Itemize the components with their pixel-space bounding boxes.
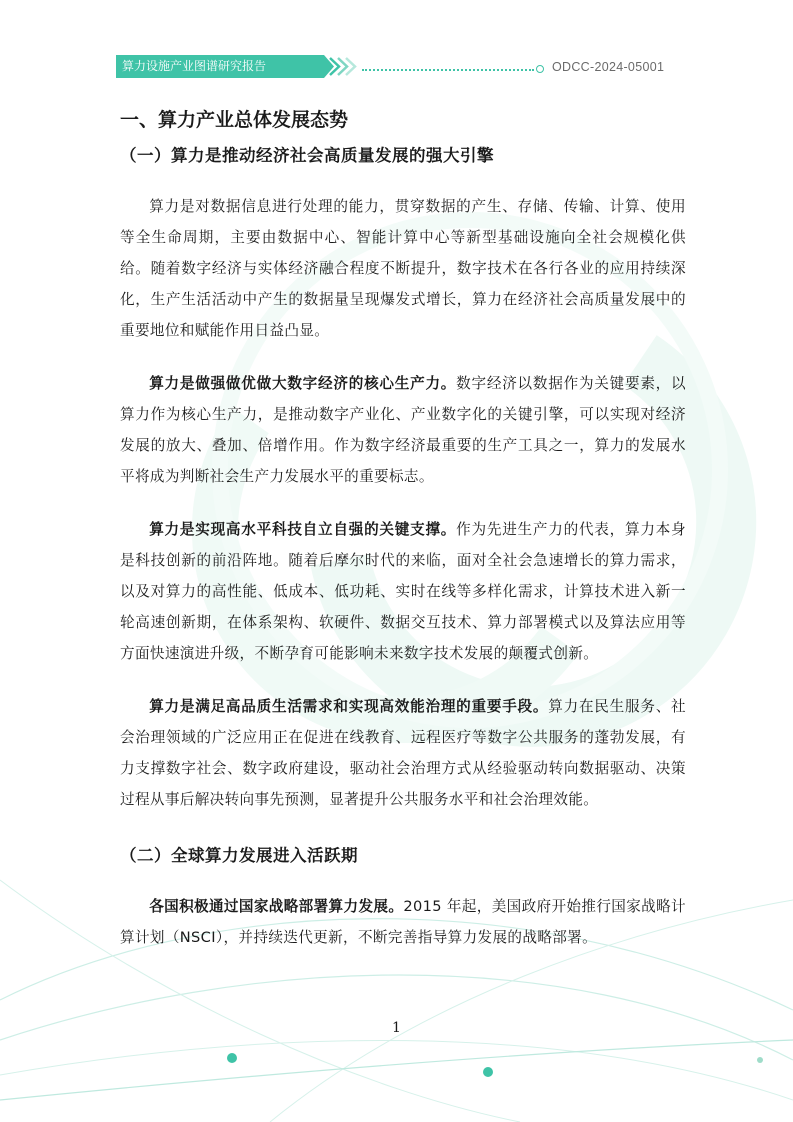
- paragraph-lead: 算力是实现高水平科技自立自强的关键支撑。: [149, 521, 457, 538]
- paragraph-text: 算力在民生服务、社会治理领域的广泛应用正在促进在线教育、远程医疗等数字公共服务的蓬勃发展，有力支撑数字社会、数字政府建设，驱动社会治理方式从经验驱动转向数据驱动、决策过程从事后解决转向事先预测，显著提升公共服务水平和社会治理效能。: [120, 698, 686, 808]
- section-title: 一、算力产业总体发展态势: [120, 109, 349, 131]
- paragraph-lead: 算力是做强做优做大数字经济的核心生产力。: [149, 375, 457, 392]
- paragraph: [120, 691, 686, 815]
- paragraph-text: 作为先进生产力的代表，算力本身是科技创新的前沿阵地。随着后摩尔时代的来临，面对全社会急速增长的算力需求，以及对算力的高性能、低成本、低功耗、实时在线等多样化需求，计算技术进入新一轮高速创新期，在体系架构、软硬件、数据交互技术、算力部署模式以及算法应用等方面快速演进升级，不断孕育可能影响未来数字技术发展的颠覆式创新。: [120, 521, 686, 662]
- paragraph: [120, 368, 686, 492]
- paragraph: [120, 891, 686, 953]
- chevron-right-icon: [312, 55, 362, 78]
- page-content: [120, 100, 686, 953]
- subsection-title: （一）算力是推动经济社会高质量发展的强大引擎: [120, 146, 494, 165]
- paragraph-lead: 各国积极通过国家战略部署算力发展。: [149, 898, 404, 915]
- header-divider: [362, 69, 534, 71]
- paragraph: [120, 191, 686, 346]
- report-title-band: [116, 55, 324, 78]
- report-code: ODCC-2024-05001: [552, 60, 665, 74]
- page-number: 1: [392, 1020, 401, 1036]
- report-title: 算力设施产业图谱研究报告: [122, 59, 267, 73]
- paragraph-lead: 算力是满足高品质生活需求和实现高效能治理的重要手段。: [149, 698, 549, 715]
- paragraph-text: 数字经济以数据作为关键要素，以算力作为核心生产力，是推动数字产业化、产业数字化的关键引擎，可以实现对经济发展的放大、叠加、倍增作用。作为数字经济最重要的生产工具之一，算力的发展水平将成为判断社会生产力发展水平的重要标志。: [120, 375, 686, 485]
- paragraph: [120, 514, 686, 669]
- subsection-title: （二）全球算力发展进入活跃期: [120, 846, 358, 865]
- paragraph-text: 2015 年起，美国政府开始推行国家战略计算计划（NSCI），并持续迭代更新，不断完善指导算力发展的战略部署。: [120, 898, 687, 946]
- circle-icon: [536, 65, 544, 73]
- paragraph-text: 算力是对数据信息进行处理的能力，贯穿数据的产生、存储、传输、计算、使用等全生命周期，主要由数据中心、智能计算中心等新型基础设施向全社会规模化供给。随着数字经济与实体经济融合程度不断提升，数字技术在各行各业的应用持续深化，生产生活活动中产生的数据量呈现爆发式增长，算力在经济社会高质量发展中的重要地位和赋能作用日益凸显。: [120, 198, 686, 339]
